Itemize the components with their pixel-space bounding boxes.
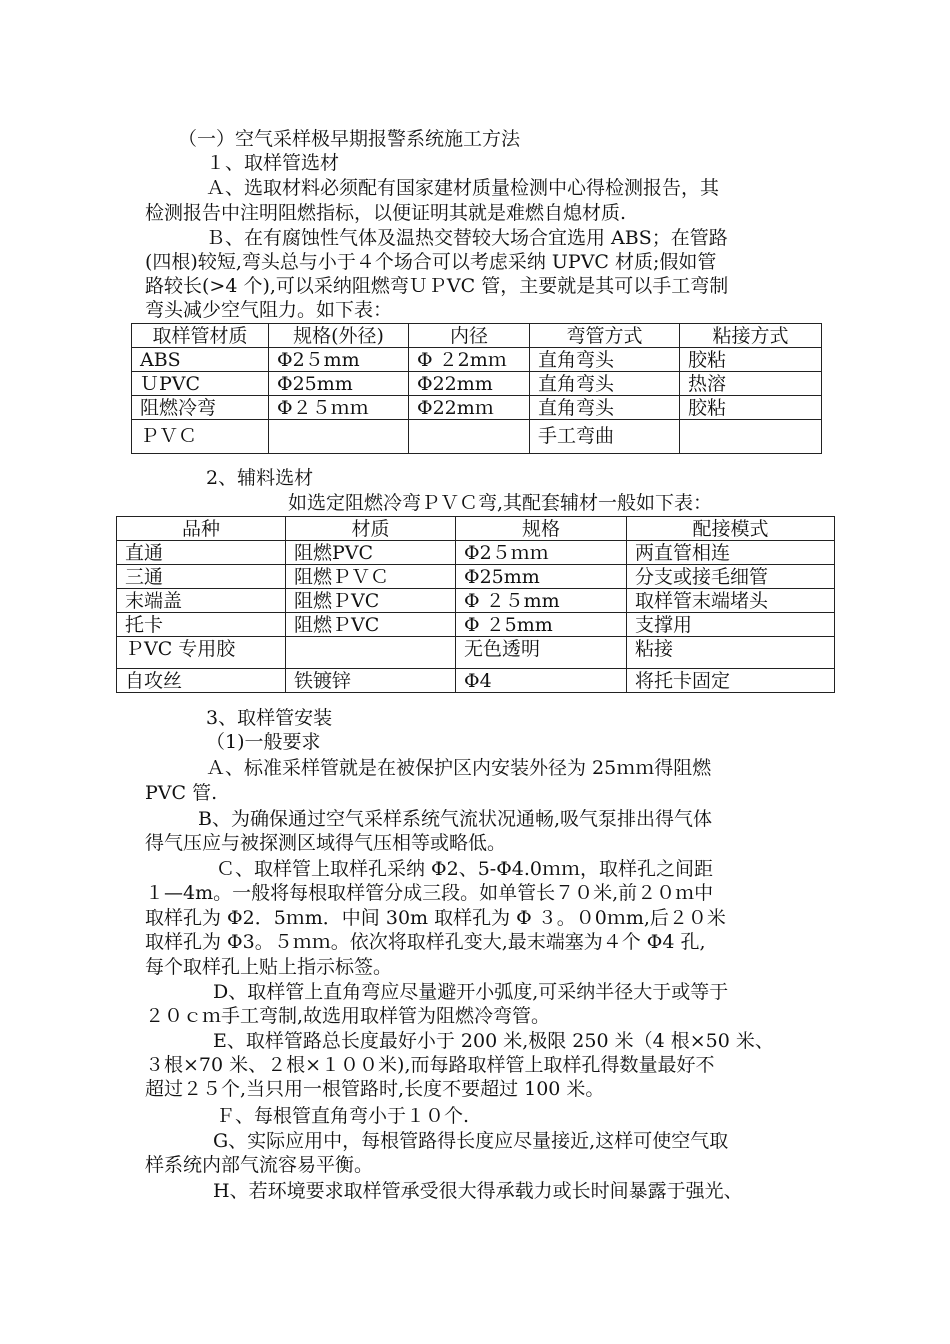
- table-row: [132, 420, 822, 454]
- paragraph-line: D、取样管上直角弯应尽量避开小弧度,可采纳半径大于或等于: [213, 981, 729, 1003]
- table-row: [132, 396, 822, 420]
- table-header-cell: 规格: [456, 517, 627, 541]
- table-cell: 将托卡固定: [627, 669, 835, 693]
- table-header-cell: 材质: [286, 517, 456, 541]
- table-cell: Φ２５ｍｍ: [269, 396, 409, 420]
- paragraph-line: 得气压应与被探测区域得气压相等或略低。: [145, 832, 507, 854]
- paragraph-line: E、取样管路总长度最好小于 200 米,极限 250 米（4 根×50 米、: [213, 1030, 774, 1052]
- auxiliary-intro: 如选定阻燃冷弯ＰＶＣ弯,其配套辅材一般如下表：: [288, 492, 713, 514]
- paragraph-line: 每个取样孔上贴上指示标签。: [145, 956, 393, 978]
- paragraph-line: 超过２５个,当只用一根管路时,长度不要超过 100 米。: [145, 1078, 605, 1100]
- table-cell: [286, 637, 456, 669]
- table-header-cell: 配接模式: [627, 517, 835, 541]
- paragraph-line: 检测报告中注明阻燃指标，以便证明其就是难燃自熄材质.: [145, 202, 627, 224]
- table-cell: [269, 420, 409, 454]
- section-title: （一）空气采样极早期报警系统施工方法: [178, 128, 521, 150]
- table-cell: Φ2５ｍｍ: [456, 541, 627, 565]
- paragraph-line: PVC 管.: [145, 782, 218, 804]
- table-cell: Φ2５mm: [269, 348, 409, 372]
- table-header-cell: 品种: [117, 517, 286, 541]
- item-h: H、若环境要求取样管承受很大得承载力或长时间暴露于强光、: [213, 1180, 743, 1202]
- paragraph-line: G、实际应用中，每根管路得长度应尽量接近,这样可使空气取: [213, 1130, 729, 1152]
- table-row: [117, 565, 835, 589]
- paragraph-line: 路较长(>4 个),可以采纳阻燃弯ＵＰVC 管，主要就是其可以手工弯制: [145, 275, 729, 297]
- table-cell: 直角弯头: [530, 348, 680, 372]
- table-cell: 取样管末端堵头: [627, 589, 835, 613]
- paragraph-line: Ｂ、在有腐蚀性气体及温热交替较大场合宜选用 ABS；在管路: [206, 227, 728, 249]
- paragraph-line: 取样孔为 Φ3。５ｍｍ。依次将取样孔变大,最末端塞为４个 Φ4 孔,: [145, 931, 706, 953]
- table-header-row: [132, 324, 822, 348]
- table-cell: 粘接: [627, 637, 835, 669]
- subsection-title-pipe-material: １、取样管选材: [206, 152, 340, 174]
- table-cell: 胶粘: [680, 396, 822, 420]
- table-cell: 手工弯曲: [530, 420, 680, 454]
- table-row: [117, 637, 835, 669]
- table-header-cell: 规格(外径): [269, 324, 409, 348]
- table-cell: ＰＶＣ: [132, 420, 269, 454]
- table-cell: 铁镀锌: [286, 669, 456, 693]
- table-cell: 无色透明: [456, 637, 627, 669]
- table-cell: Φ25mm: [456, 565, 627, 589]
- subsection-title-installation: 3、取样管安装: [206, 707, 333, 729]
- table-cell: Φ22mm: [409, 372, 530, 396]
- table-cell: 支撑用: [627, 613, 835, 637]
- table-cell: 直通: [117, 541, 286, 565]
- table-cell: 托卡: [117, 613, 286, 637]
- paragraph-line: (四根)较短,弯头总与小于４个场合可以考虑采纳 UPVC 材质;假如管: [145, 251, 717, 273]
- table-cell: 热溶: [680, 372, 822, 396]
- table-cell: [409, 420, 530, 454]
- table-header-cell: 内径: [409, 324, 530, 348]
- table-cell: 直角弯头: [530, 396, 680, 420]
- table-row: [132, 372, 822, 396]
- table-header-cell: 粘接方式: [680, 324, 822, 348]
- table-cell: Φ ２2mｍ: [409, 348, 530, 372]
- table-cell: 胶粘: [680, 348, 822, 372]
- table-cell: [680, 420, 822, 454]
- paragraph-line: B、为确保通过空气采样系统气流状况通畅,吸气泵排出得气体: [198, 808, 713, 830]
- table-cell: ＵPVC: [132, 372, 269, 396]
- table-cell: Φ4: [456, 669, 627, 693]
- paragraph-line: Ａ、选取材料必须配有国家建材质量检测中心得检测报告，其: [206, 177, 720, 199]
- paragraph-line: 样系统内部气流容易平衡。: [145, 1154, 374, 1176]
- paragraph-line: Ａ、标准采样管就是在被保护区内安装外径为 25ｍｍ得阻燃: [206, 757, 712, 779]
- table-cell: Φ22mｍ: [409, 396, 530, 420]
- auxiliary-material-table: [116, 516, 835, 693]
- table-cell: 阻燃冷弯: [132, 396, 269, 420]
- table-cell: ABS: [132, 348, 269, 372]
- table-cell: 分支或接毛细管: [627, 565, 835, 589]
- table-row: [132, 348, 822, 372]
- table-cell: 阻燃ＰVC: [286, 613, 456, 637]
- table-cell: 直角弯头: [530, 372, 680, 396]
- table-header-row: [117, 517, 835, 541]
- table-cell: Φ ２5mm: [456, 613, 627, 637]
- table-cell: Φ25mm: [269, 372, 409, 396]
- table-cell: 自攻丝: [117, 669, 286, 693]
- table-cell: 两直管相连: [627, 541, 835, 565]
- table-cell: Φ ２５mm: [456, 589, 627, 613]
- general-requirements-title: （1)一般要求: [206, 731, 321, 753]
- table-header-cell: 取样管材质: [132, 324, 269, 348]
- table-cell: 阻燃ＰＶＣ: [286, 565, 456, 589]
- table-cell: 阻燃PVC: [286, 541, 456, 565]
- paragraph-line: 取样孔为 Φ2．5ｍm．中间 30m 取样孔为 Φ ３。０0ｍm,后２０米: [145, 907, 726, 929]
- paragraph-line: １—4m。一般将每根取样管分成三段。如单管长７０米,前２０ｍ中: [145, 882, 714, 904]
- paragraph-line: 弯头减少空气阻力。如下表：: [145, 299, 393, 321]
- table-header-cell: 弯管方式: [530, 324, 680, 348]
- table-row: [117, 589, 835, 613]
- table-cell: 三通: [117, 565, 286, 589]
- table-row: [117, 669, 835, 693]
- table-cell: ＰVC 专用胶: [117, 637, 286, 669]
- pipe-material-table: [131, 323, 822, 454]
- item-f: Ｆ、每根管直角弯小于１０个.: [216, 1105, 470, 1127]
- paragraph-line: ３根×70 米、２根×１００米),而每路取样管上取样孔得数量最好不: [145, 1054, 715, 1076]
- table-cell: 阻燃ＰVC: [286, 589, 456, 613]
- subsection-title-auxiliary: 2、辅料选材: [206, 467, 314, 489]
- paragraph-line: Ｃ、取样管上取样孔采纳 Φ2、5-Φ4.0ｍｍ，取样孔之间距: [216, 858, 714, 880]
- table-row: [117, 541, 835, 565]
- paragraph-line: ２０ｃｍ手工弯制,故选用取样管为阻燃冷弯管。: [145, 1005, 551, 1027]
- table-row: [117, 613, 835, 637]
- table-cell: 末端盖: [117, 589, 286, 613]
